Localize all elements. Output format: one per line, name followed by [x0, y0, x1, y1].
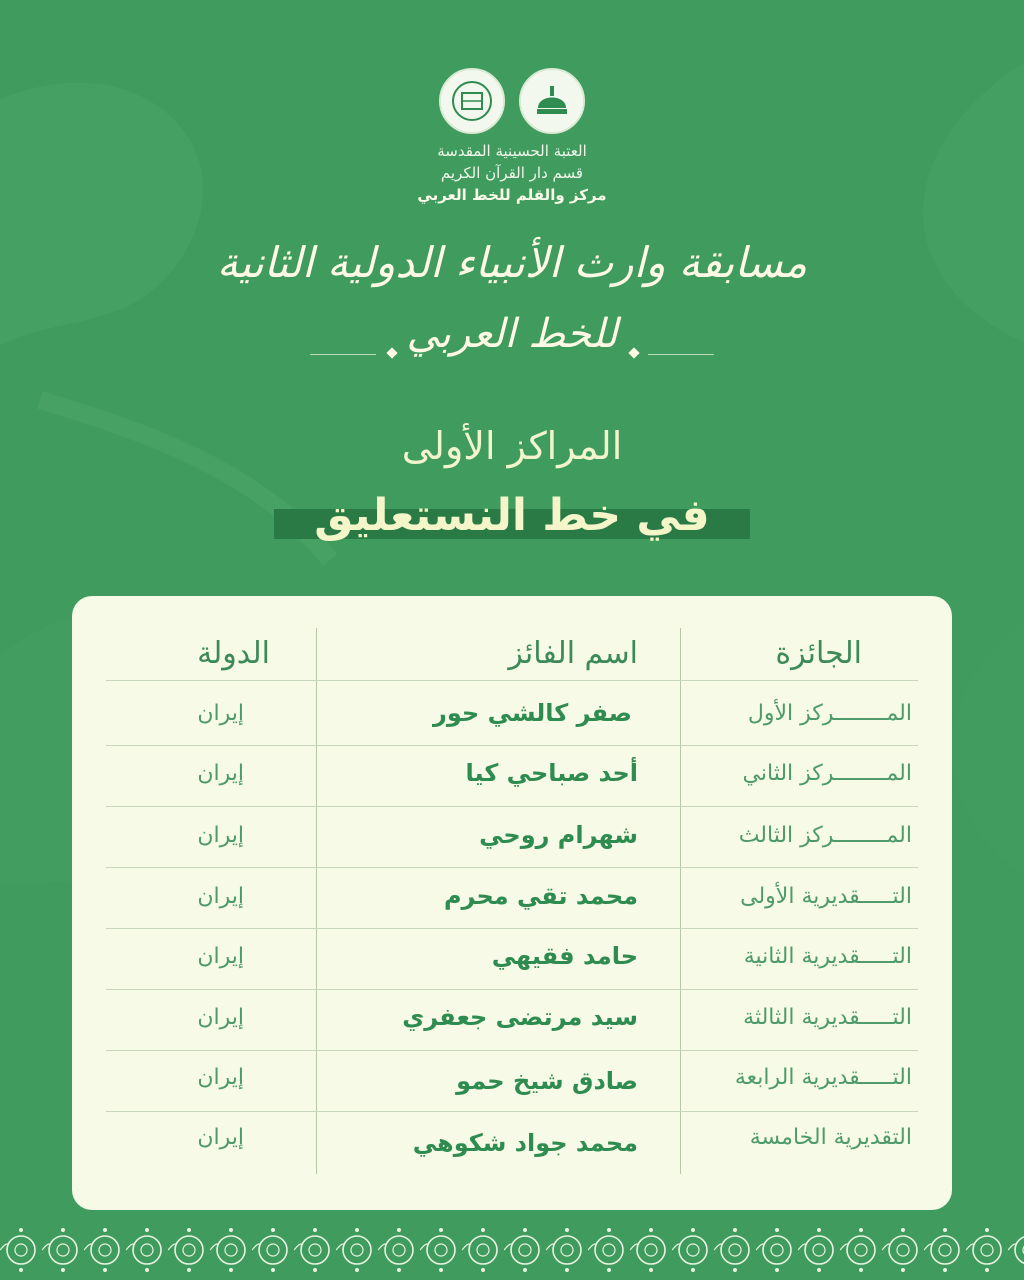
header-winner-name: اسم الفائز — [508, 636, 638, 671]
floral-border-ornament — [0, 1220, 1024, 1280]
row-2-award: المــــــــركز الثاني — [742, 761, 912, 786]
row-divider — [106, 806, 918, 807]
row-divider — [106, 928, 918, 929]
subtitle-first-places: المراكز الأولى — [401, 424, 623, 468]
row-6-award: التـــــقديرية الثالثة — [743, 1005, 912, 1030]
row-1-award: المــــــــركز الأول — [747, 701, 912, 726]
row-6-winner: سيد مرتضى جعفري — [402, 1003, 638, 1031]
general-secretariat-seal-logo — [439, 68, 505, 134]
row-divider — [106, 1111, 918, 1112]
competition-title-line2: للخط العربي — [406, 311, 618, 357]
ornament-line-left — [310, 354, 376, 355]
competition-title-line1: مسابقة وارث الأنبياء الدولية الثانية — [216, 238, 808, 287]
row-4-award: التـــــقديرية الأولى — [740, 884, 912, 909]
row-1-country: إيران — [197, 701, 244, 726]
ornament-line-right — [648, 354, 714, 355]
row-4-country: إيران — [197, 884, 244, 909]
row-3-country: إيران — [197, 823, 244, 848]
row-divider — [106, 1050, 918, 1051]
row-5-country: إيران — [197, 944, 244, 969]
row-7-award: التـــــقديرية الرابعة — [734, 1065, 912, 1090]
org-line-center: مركز والقلم للخط العربي — [417, 186, 607, 204]
row-1-winner: صفر كالشي حور — [433, 699, 632, 727]
row-5-award: التـــــقديرية الثانية — [743, 944, 912, 969]
row-3-award: المــــــــركز الثالث — [738, 823, 912, 848]
row-7-country: إيران — [197, 1065, 244, 1090]
logos — [0, 68, 1024, 134]
column-divider-1 — [680, 628, 681, 1174]
row-2-country: إيران — [197, 761, 244, 786]
column-divider-2 — [316, 628, 317, 1174]
row-divider — [106, 867, 918, 868]
competition-title — [0, 222, 1024, 364]
row-divider — [106, 745, 918, 746]
row-8-country: إيران — [197, 1125, 244, 1150]
header-country: الدولة — [197, 636, 270, 671]
org-line-department: قسم دار القرآن الكريم — [440, 164, 584, 182]
row-7-winner: صادق شيخ حمو — [456, 1067, 638, 1095]
row-divider — [106, 680, 918, 681]
row-divider — [106, 989, 918, 990]
calligraphy-style-title: في خط النستعليق — [314, 490, 710, 541]
org-line-shrine: العتبة الحسينية المقدسة — [437, 142, 587, 160]
shrine-dome-logo — [519, 68, 585, 134]
row-5-winner: حامد فقيهي — [491, 942, 638, 970]
row-8-award: التقديرية الخامسة — [749, 1125, 912, 1150]
row-6-country: إيران — [197, 1005, 244, 1030]
header-award: الجائزة — [775, 636, 862, 671]
row-8-winner: محمد جواد شكوهي — [412, 1129, 638, 1157]
row-2-winner: أحد صباحي كيا — [465, 759, 638, 787]
row-4-winner: محمد تقي محرم — [443, 882, 638, 910]
organization-block — [0, 140, 1024, 206]
row-3-winner: شهرام روحي — [479, 821, 638, 849]
